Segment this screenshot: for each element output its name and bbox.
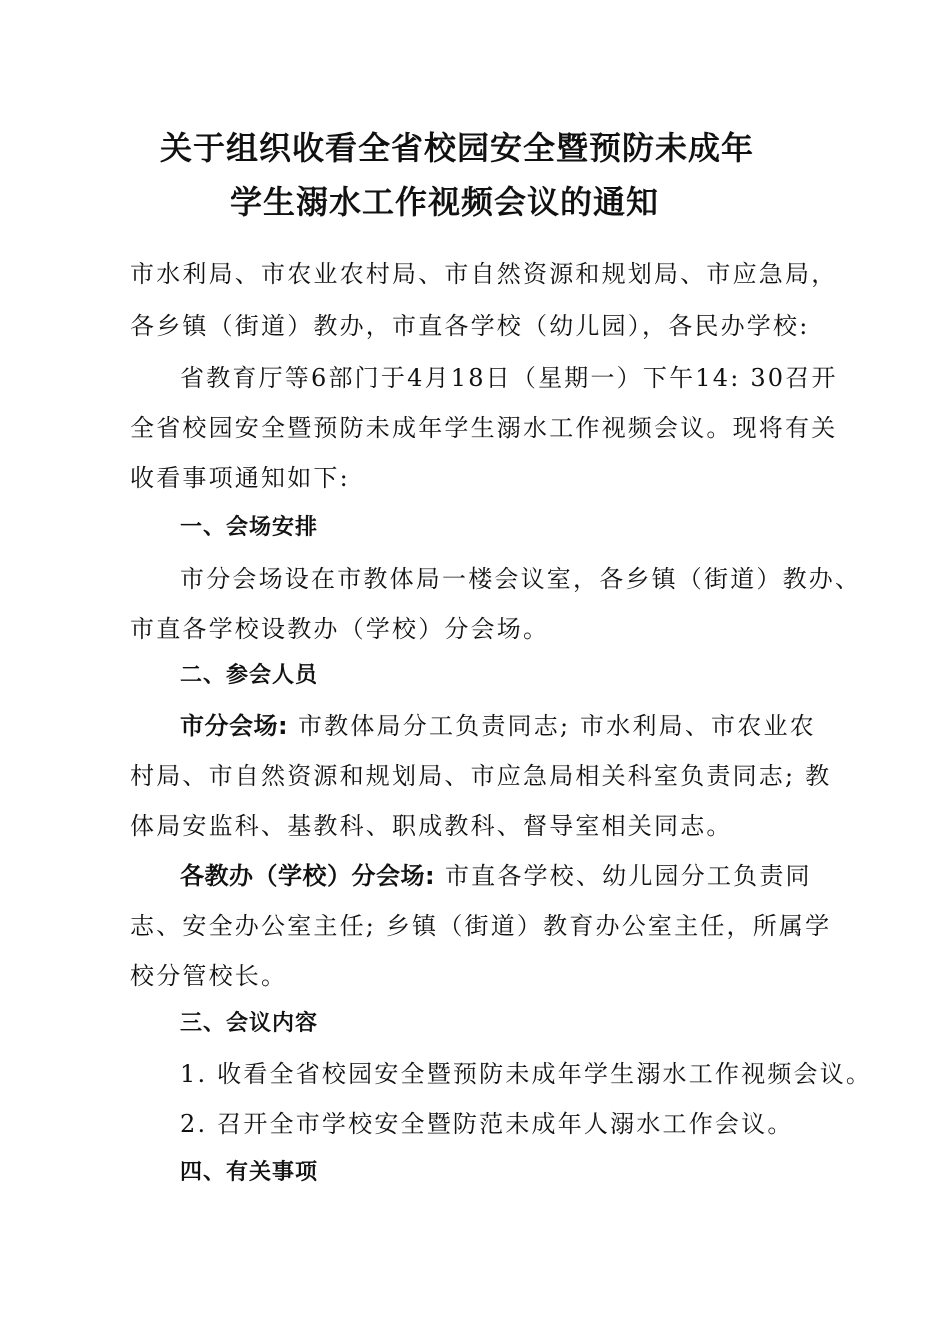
branch-venue-line-1 <box>180 860 812 892</box>
intro-line-3: 收看事项通知如下: <box>130 464 350 492</box>
content-item-2: 2. 召开全市学校安全暨防范未成年人溺水工作会议。 <box>180 1110 794 1138</box>
intro-line-1: 省教育厅等6部门于4月18日（星期一）下午14: 30召开 <box>180 364 838 392</box>
venue-line-1: 市分会场设在市教体局一楼会议室，各乡镇（街道）教办、 <box>180 565 862 593</box>
branch-venue-text: 市直各学校、幼儿园分工负责同 <box>435 862 812 890</box>
section-heading-matters: 四、有关事项 <box>180 1160 319 1185</box>
city-venue-label: 市分会场: <box>180 712 289 740</box>
section-heading-content: 三、会议内容 <box>180 1011 319 1036</box>
salutation-line-2: 各乡镇（街道）教办，市直各学校（幼儿园），各民办学校: <box>130 312 810 340</box>
branch-venue-label: 各教办（学校）分会场: <box>180 862 436 890</box>
city-venue-line-1 <box>180 710 816 742</box>
branch-venue-line-3: 校分管校长。 <box>130 962 288 990</box>
document-title-line-1: 关于组织收看全省校园安全暨预防未成年 <box>160 129 755 167</box>
city-venue-line-2: 村局、市自然资源和规划局、市应急局相关科室负责同志; 教 <box>130 762 832 790</box>
salutation-line-1: 市水利局、市农业农村局、市自然资源和规划局、市应急局， <box>130 260 838 288</box>
branch-venue-line-2: 志、安全办公室主任; 乡镇（街道）教育办公室主任，所属学 <box>130 912 832 940</box>
document-title-line-2: 学生溺水工作视频会议的通知 <box>230 183 660 221</box>
intro-line-2: 全省校园安全暨预防未成年学生溺水工作视频会议。现将有关 <box>130 414 838 442</box>
venue-line-2: 市直各学校设教办（学校）分会场。 <box>130 615 550 643</box>
city-venue-line-3: 体局安监科、基教科、职成教科、督导室相关同志。 <box>130 812 733 840</box>
section-heading-venue: 一、会场安排 <box>180 515 319 540</box>
city-venue-text: 市教体局分工负责同志; 市水利局、市农业农 <box>288 712 816 740</box>
content-item-1: 1. 收看全省校园安全暨预防未成年学生溺水工作视频会议。 <box>180 1060 873 1088</box>
section-heading-attendees: 二、参会人员 <box>180 663 319 688</box>
